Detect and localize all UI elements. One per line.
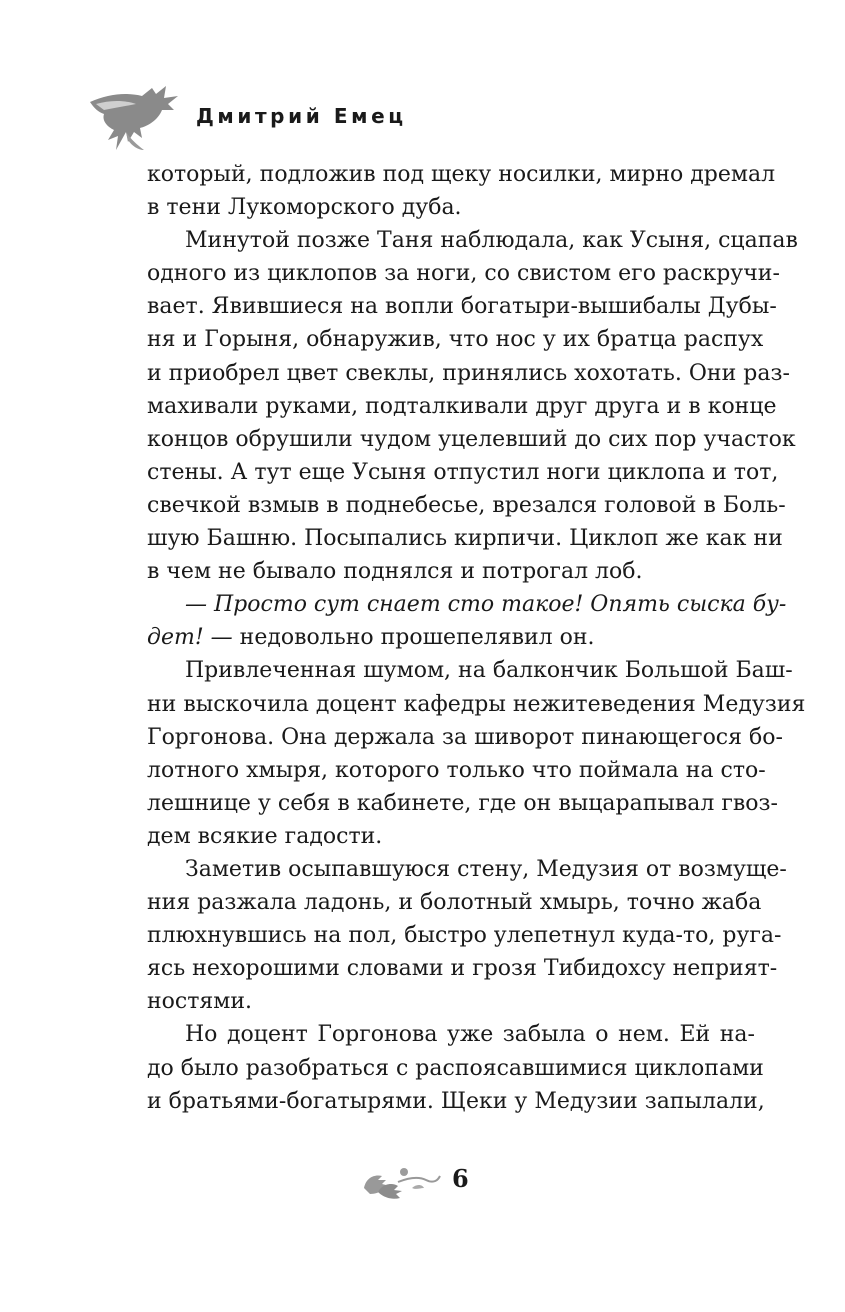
text-line: в тени Лукоморского дуба. — [147, 195, 462, 221]
text-line: Привлеченная шумом, на балкончик Большой Баш- — [185, 658, 793, 684]
text-line: лотного хмыря, которого только что поймала на сто- — [147, 757, 766, 783]
main-text — [147, 158, 806, 1118]
text-line: вает. Явившиеся на вопли богатыри-вышибалы Дубы- — [147, 294, 777, 320]
text-line: свечкой взмыв в поднебесье, врезался головой в Боль- — [147, 492, 786, 518]
running-header — [86, 80, 486, 160]
text-line: Заметив осыпавшуюся стену, Медузия от возмуще- — [185, 856, 787, 882]
text-line: и братьями-богатырями. Щеки у Медузии запылали, — [147, 1088, 765, 1114]
text-line — [147, 588, 787, 621]
page-number: 6 — [452, 1164, 469, 1193]
holly-ornament-icon — [360, 1158, 445, 1202]
text-line: стены. А тут еще Усыня отпустил ноги циклопа и тот, — [147, 459, 779, 485]
text-line: шую Башню. Посыпались кирпичи. Циклоп же как ни — [147, 526, 783, 552]
italic-speech: дет! — — [147, 625, 240, 651]
text-line: дем всякие гадости. — [147, 823, 383, 849]
text-line: ня и Горыня, обнаружив, что нос у их братца распух — [147, 327, 764, 353]
text-line: Минутой позже Таня наблюдала, как Усыня, сцапав — [185, 228, 798, 254]
text-line: в чем не бывало поднялся и потрогал лоб. — [147, 559, 643, 585]
text-line: и приобрел цвет свеклы, принялись хохотать. Они раз- — [147, 360, 790, 386]
text-line: лешнице у себя в кабинете, где он выцарапывал гвоз- — [147, 790, 778, 816]
text-line: Горгонова. Она держала за шиворот пинающегося бо- — [147, 724, 783, 750]
text-line: одного из циклопов за ноги, со свистом его раскручи- — [147, 261, 780, 287]
text-line: ностями. — [147, 989, 253, 1015]
text-line: ни выскочила доцент кафедры нежитеведения Медузия — [147, 691, 806, 717]
italic-speech: — Просто сут снает сто такое! Опять сыска бу- — [185, 592, 787, 618]
page-footer — [360, 1158, 520, 1206]
text-line: Но доцент Горгонова уже забыла о нем. Ей на- — [185, 1022, 755, 1048]
text-line: ясь нехорошими словами и грозя Тибидохсу неприят- — [147, 956, 778, 982]
text-line: концов обрушили чудом уцелевший до сих пор участок — [147, 426, 796, 452]
text-line: который, подложив под щеку носилки, мирно дремал — [147, 162, 776, 187]
text-line: плюхнувшись на пол, быстро улепетнул куда-то, руга- — [147, 923, 782, 949]
author-name: Дмитрий Емец — [196, 104, 407, 128]
text-line — [147, 621, 755, 654]
text-line: ния разжала ладонь, и болотный хмырь, точно жаба — [147, 890, 762, 916]
text-line: до было разобраться с распоясавшимися циклопами — [147, 1055, 764, 1081]
text-line: махивали руками, подталкивали друг друга и в конце — [147, 393, 777, 419]
dragon-icon — [86, 80, 182, 156]
speech-tail: недовольно прошепелявил он. — [239, 625, 595, 651]
